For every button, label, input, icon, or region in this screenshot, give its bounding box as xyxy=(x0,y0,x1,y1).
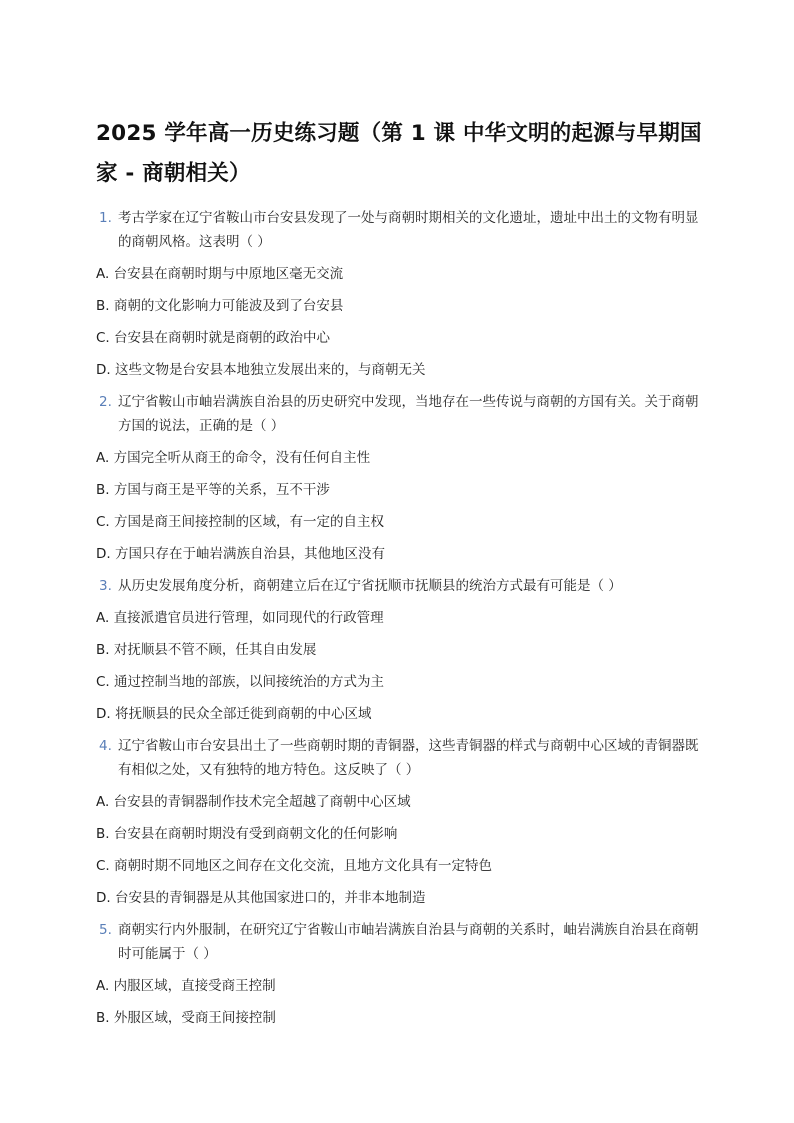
option-c: C. 台安县在商朝时就是商朝的政治中心 xyxy=(96,330,331,346)
question-number: 5. xyxy=(99,922,112,938)
option-b: B. 台安县在商朝时期没有受到商朝文化的任何影响 xyxy=(96,826,398,842)
option-c: C. 通过控制当地的部族，以间接统治的方式为主 xyxy=(96,674,385,690)
question-stem xyxy=(96,390,706,438)
question-block-2 xyxy=(96,390,706,566)
option-c: C. 方国是商王间接控制的区域，有一定的自主权 xyxy=(96,514,385,530)
document-page xyxy=(96,114,706,1038)
question-text: 从历史发展角度分析，商朝建立后在辽宁省抚顺市抚顺县的统治方式最有可能是（ ） xyxy=(118,578,622,594)
option-b: B. 外服区域，受商王间接控制 xyxy=(96,1010,276,1026)
question-number: 2. xyxy=(99,394,112,410)
option-d: D. 台安县的青铜器是从其他国家进口的，并非本地制造 xyxy=(96,890,426,906)
option-d: D. 方国只存在于岫岩满族自治县，其他地区没有 xyxy=(96,546,385,562)
option-a: A. 台安县的青铜器制作技术完全超越了商朝中心区域 xyxy=(96,794,411,810)
question-stem xyxy=(96,206,706,254)
option-b: B. 对抚顺县不管不顾，任其自由发展 xyxy=(96,642,317,658)
option-c: C. 商朝时期不同地区之间存在文化交流，且地方文化具有一定特色 xyxy=(96,858,493,874)
question-number: 4. xyxy=(99,738,112,754)
question-block-5 xyxy=(96,918,706,1030)
question-block-4 xyxy=(96,734,706,910)
question-block-3 xyxy=(96,574,706,726)
option-a: A. 方国完全听从商王的命令，没有任何自主性 xyxy=(96,450,371,466)
question-number: 3. xyxy=(99,578,112,594)
option-a: A. 直接派遣官员进行管理，如同现代的行政管理 xyxy=(96,610,384,626)
option-d: D. 将抚顺县的民众全部迁徙到商朝的中心区域 xyxy=(96,706,372,722)
option-a: A. 台安县在商朝时期与中原地区毫无交流 xyxy=(96,266,344,282)
question-text: 商朝实行内外服制，在研究辽宁省鞍山市岫岩满族自治县与商朝的关系时，岫岩满族自治县在商朝时可能属于（ ） xyxy=(118,922,699,962)
option-b: B. 商朝的文化影响力可能波及到了台安县 xyxy=(96,298,344,314)
question-stem xyxy=(96,574,706,598)
question-stem xyxy=(96,918,706,966)
question-number: 1. xyxy=(99,210,112,226)
question-text: 辽宁省鞍山市岫岩满族自治县的历史研究中发现，当地存在一些传说与商朝的方国有关。关于商朝方国的说法，正确的是（ ） xyxy=(118,394,699,434)
question-list xyxy=(96,206,706,1030)
document-title: 2025 学年高一历史练习题（第 1 课 中华文明的起源与早期国家 - 商朝相关） xyxy=(96,121,702,186)
question-stem xyxy=(96,734,706,782)
option-d: D. 这些文物是台安县本地独立发展出来的，与商朝无关 xyxy=(96,362,426,378)
option-b: B. 方国与商王是平等的关系，互不干涉 xyxy=(96,482,330,498)
question-block-1 xyxy=(96,206,706,382)
question-text: 考古学家在辽宁省鞍山市台安县发现了一处与商朝时期相关的文化遗址，遗址中出土的文物有明显的商朝风格。这表明（ ） xyxy=(118,210,699,250)
option-a: A. 内服区域，直接受商王控制 xyxy=(96,978,276,994)
question-text: 辽宁省鞍山市台安县出土了一些商朝时期的青铜器，这些青铜器的样式与商朝中心区域的青铜器既有相似之处，又有独特的地方特色。这反映了（ ） xyxy=(118,738,699,778)
